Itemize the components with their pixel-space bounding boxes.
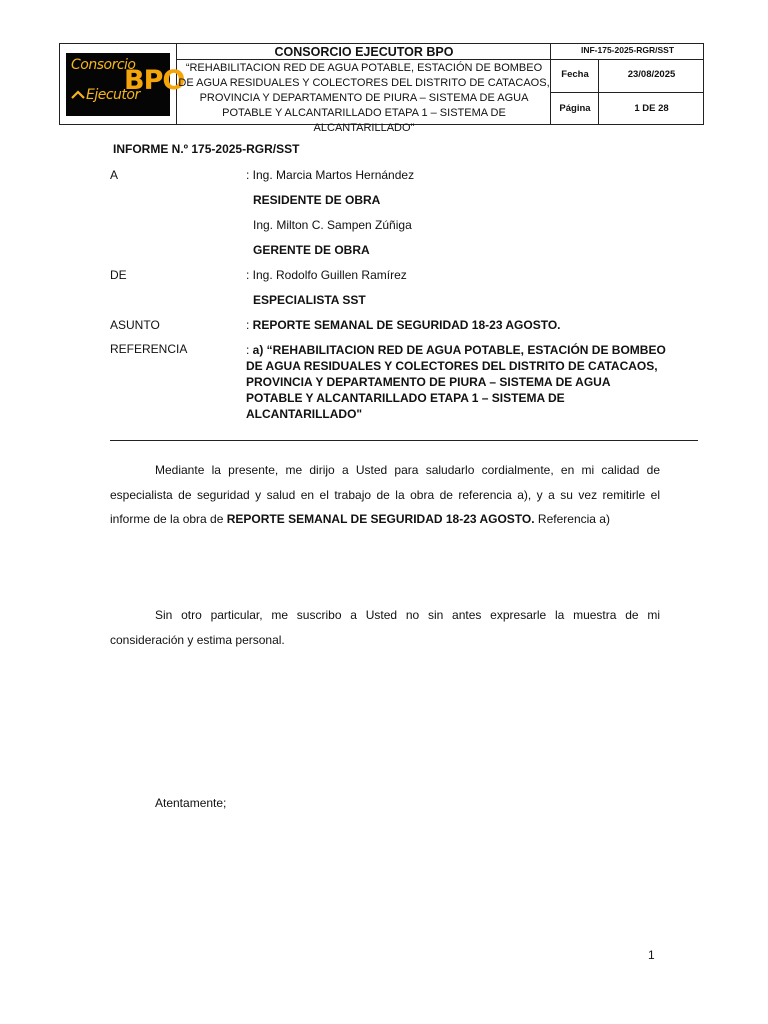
paragraph-text: Referencia a) bbox=[534, 512, 610, 526]
paragraph-text: Sin otro particular, me suscribo a Usted no sin antes expresarle la muestra de mi consideración y estima personal. bbox=[110, 608, 660, 647]
company-name: CONSORCIO EJECUTOR BPO bbox=[274, 45, 454, 59]
to-role: GERENTE DE OBRA bbox=[253, 243, 370, 257]
to-role: RESIDENTE DE OBRA bbox=[253, 193, 381, 207]
fecha-label: Fecha bbox=[561, 69, 589, 80]
from-label: DE bbox=[110, 268, 127, 282]
reference-label: REFERENCIA bbox=[110, 342, 188, 356]
paragraph-text: Mediante la presente, me dirijo a Usted para saludarlo cordialmente, en mi calidad de especialista de seguridad y salud en el trabajo de la obra de referencia a), y a su vez remitirle el informe de la obra de bbox=[110, 463, 660, 526]
subject-line bbox=[246, 318, 561, 332]
company-logo bbox=[66, 53, 185, 116]
to-label: A bbox=[110, 168, 119, 182]
from-role: ESPECIALISTA SST bbox=[253, 293, 366, 307]
header-divider bbox=[550, 92, 704, 93]
pagina-label: Página bbox=[559, 103, 591, 114]
body-paragraph-2 bbox=[110, 603, 660, 652]
logo-text: BPO bbox=[124, 65, 185, 96]
document-header bbox=[59, 43, 704, 134]
reference-colon: : bbox=[246, 343, 253, 357]
subject-value: REPORTE SEMANAL DE SEGURIDAD 18-23 AGOSTO. bbox=[252, 318, 561, 332]
to-name: : Ing. Marcia Martos Hernández bbox=[246, 168, 415, 182]
from-name: : Ing. Rodolfo Guillen Ramírez bbox=[246, 268, 407, 282]
pagina-value: 1 DE 28 bbox=[634, 103, 669, 114]
reference-value: a) “REHABILITACION RED DE AGUA POTABLE, ESTACIÓN DE BOMBEO DE AGUA RESIDUALES Y COLECTORES DEL DISTRITO DE CATACAOS, PROVINCIA Y DEPARTAMENTO DE PIURA – SISTEMA DE AGUA POTABLE Y ALCANTARILLADO ETAPA 1 – SISTEMA DE ALCANTARILLADO" bbox=[246, 343, 666, 421]
logo-text: Consorcio bbox=[71, 57, 136, 73]
logo-text: Ejecutor bbox=[86, 87, 140, 103]
reference-value-block bbox=[246, 342, 666, 422]
report-title: INFORME N.º 175-2025-RGR/SST bbox=[113, 142, 300, 156]
page-number: 1 bbox=[648, 948, 655, 962]
document-code: INF-175-2025-RGR/SST bbox=[580, 45, 675, 55]
paragraph-bold: REPORTE SEMANAL DE SEGURIDAD 18-23 AGOSTO. bbox=[226, 512, 535, 526]
subject-colon: : bbox=[246, 318, 253, 332]
house-icon bbox=[71, 88, 85, 102]
project-title: “REHABILITACION RED DE AGUA POTABLE, ESTACIÓN DE BOMBEO DE AGUA RESIDUALES Y COLECTORES DEL DISTRITO DE CATACAOS, PROVINCIA Y DEPARTAMENTO DE PIURA – SISTEMA DE AGUA POTABLE Y ALCANTARILLADO ETAPA 1 – SISTEMA DE ALCANTARILLADO" bbox=[178, 62, 550, 134]
body-paragraph-1 bbox=[110, 458, 660, 532]
separator-line bbox=[110, 440, 698, 441]
subject-label: ASUNTO bbox=[110, 318, 160, 332]
fecha-value: 23/08/2025 bbox=[627, 69, 676, 80]
to-name: Ing. Milton C. Sampen Zúñiga bbox=[253, 218, 412, 232]
closing-text: Atentamente; bbox=[155, 796, 227, 810]
